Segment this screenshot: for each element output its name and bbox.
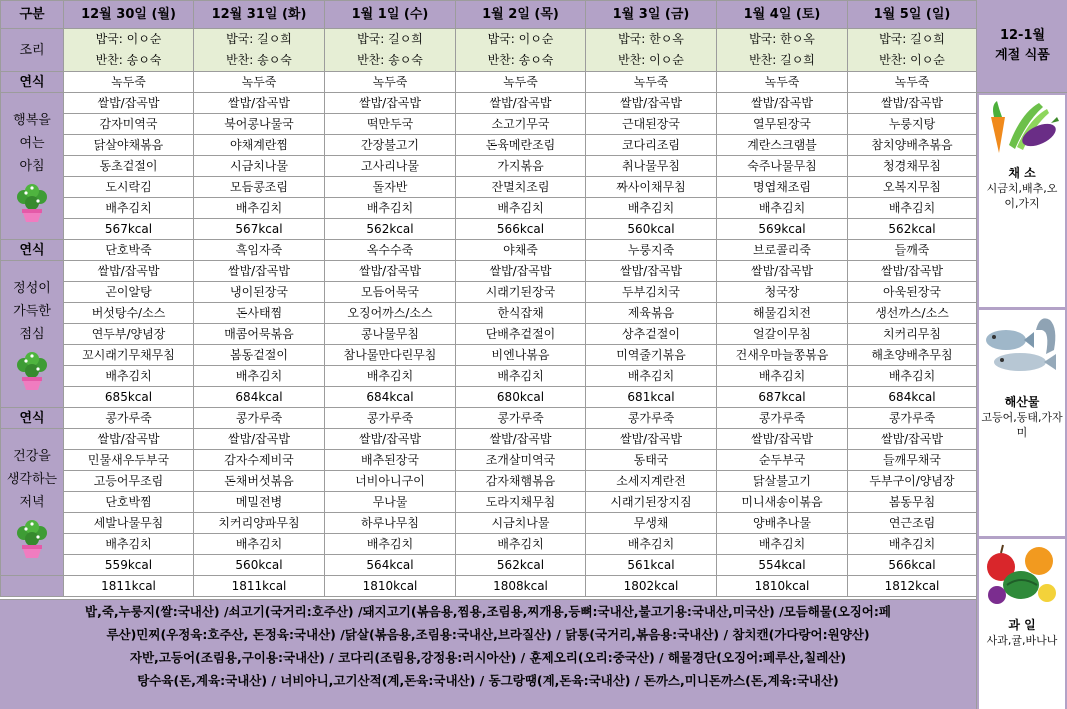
breakfast-snack-row xyxy=(1,72,977,93)
dinner-menu-row xyxy=(1,492,977,513)
menu-item: 한식잡채 xyxy=(456,303,586,324)
fruit-desc: 사과,귤,바나나 xyxy=(986,634,1058,647)
cook-label: 조리 xyxy=(1,29,64,72)
menu-item: 녹두죽 xyxy=(194,72,325,93)
cook-side: 반찬: 이ㅇ순 xyxy=(618,53,684,67)
kcal-value: 560kcal xyxy=(194,555,325,576)
breakfast-menu-row xyxy=(1,156,977,177)
menu-item: 녹두죽 xyxy=(456,72,586,93)
menu-item: 쌀밥/잡곡밥 xyxy=(456,429,586,450)
menu-item: 민물새우두부국 xyxy=(64,450,194,471)
cook-cell xyxy=(586,29,717,72)
cook-rice: 밥국: 길ㅇ희 xyxy=(357,32,423,46)
cook-cell xyxy=(64,29,194,72)
menu-item: 감자채햄볶음 xyxy=(456,471,586,492)
menu-item: 순두부국 xyxy=(717,450,848,471)
seasonal-title-line-1: 12-1월 xyxy=(999,28,1046,43)
menu-item: 배추김치 xyxy=(586,198,717,219)
menu-item: 명엽채조림 xyxy=(717,177,848,198)
menu-item: 오복지무침 xyxy=(848,177,977,198)
menu-item: 쌀밥/잡곡밥 xyxy=(586,93,717,114)
menu-item: 단호박찜 xyxy=(64,492,194,513)
seafood-panel xyxy=(979,310,1065,536)
cook-cell xyxy=(848,29,977,72)
total-kcal-value: 1810kcal xyxy=(717,576,848,597)
meal-label-line: 가득한 xyxy=(13,303,51,319)
day-header: 1월 3일 (금) xyxy=(586,1,717,29)
cook-row xyxy=(1,29,977,72)
menu-item: 계란스크램블 xyxy=(717,135,848,156)
menu-item: 배추김치 xyxy=(325,366,456,387)
menu-item: 참치양배추볶음 xyxy=(848,135,977,156)
menu-item: 잔멸치조림 xyxy=(456,177,586,198)
menu-item: 냉이된장국 xyxy=(194,282,325,303)
kcal-value: 685kcal xyxy=(64,387,194,408)
fruit-panel xyxy=(979,539,1065,709)
menu-item: 메밀전병 xyxy=(194,492,325,513)
menu-item: 배추김치 xyxy=(456,198,586,219)
seasonal-title xyxy=(977,0,1067,93)
kcal-value: 567kcal xyxy=(64,219,194,240)
menu-item: 배추김치 xyxy=(586,534,717,555)
menu-item: 돈채버섯볶음 xyxy=(194,471,325,492)
menu-item: 배추김치 xyxy=(586,366,717,387)
menu-item: 쌀밥/잡곡밥 xyxy=(64,429,194,450)
cook-cell xyxy=(194,29,325,72)
menu-item: 야채계란찜 xyxy=(194,135,325,156)
kcal-value: 566kcal xyxy=(848,555,977,576)
menu-item: 너비아니구이 xyxy=(325,471,456,492)
kcal-value: 561kcal xyxy=(586,555,717,576)
dinner-menu-row xyxy=(1,450,977,471)
menu-item: 녹두죽 xyxy=(717,72,848,93)
menu-item: 쌀밥/잡곡밥 xyxy=(64,93,194,114)
menu-item: 쌀밥/잡곡밥 xyxy=(456,261,586,282)
meal-label-line: 정성이 xyxy=(13,280,51,296)
menu-item: 코다리조림 xyxy=(586,135,717,156)
menu-item: 시래기된장지짐 xyxy=(586,492,717,513)
day-header: 12월 31일 (화) xyxy=(194,1,325,29)
menu-item: 모듬콩조림 xyxy=(194,177,325,198)
lunch-menu-row xyxy=(1,261,977,282)
lunch-menu-row xyxy=(1,282,977,303)
cook-rice: 밥국: 한ㅇ옥 xyxy=(618,32,684,46)
origin-line-1: 밥,죽,누룽지(쌀:국내산) /쇠고기(국거리:호주산) /돼지고기(볶음용,찜용,조림용,찌개용,등뼈:국내산,불고기용:국내산,미국산) /모듬해물(오징어:페 xyxy=(85,604,891,619)
menu-item: 가지볶음 xyxy=(456,156,586,177)
lunch-menu-row xyxy=(1,303,977,324)
breakfast-menu-row xyxy=(1,177,977,198)
menu-item: 꼬시래기무채무침 xyxy=(64,345,194,366)
menu-item: 근대된장국 xyxy=(586,114,717,135)
breakfast-kcal-row xyxy=(1,219,977,240)
menu-item: 쌀밥/잡곡밥 xyxy=(325,429,456,450)
menu-item: 쌀밥/잡곡밥 xyxy=(848,261,977,282)
menu-item: 배추김치 xyxy=(194,366,325,387)
menu-item: 녹두죽 xyxy=(325,72,456,93)
cook-side: 반찬: 길ㅇ희 xyxy=(749,53,815,67)
total-label-empty xyxy=(1,576,64,597)
menu-item: 상추겉절이 xyxy=(586,324,717,345)
menu-item: 봄동겉절이 xyxy=(194,345,325,366)
kcal-value: 680kcal xyxy=(456,387,586,408)
menu-item: 떡만두국 xyxy=(325,114,456,135)
total-kcal-row xyxy=(1,576,977,597)
menu-item: 도시락김 xyxy=(64,177,194,198)
cook-rice: 밥국: 이ㅇ순 xyxy=(487,32,554,46)
menu-item: 닭살야채볶음 xyxy=(64,135,194,156)
menu-item: 쌀밥/잡곡밥 xyxy=(848,429,977,450)
potted-plant-icon xyxy=(14,351,50,391)
menu-item: 콩가루죽 xyxy=(64,408,194,429)
menu-item: 돈육메란조림 xyxy=(456,135,586,156)
menu-item: 하루나무침 xyxy=(325,513,456,534)
menu-item: 청국장 xyxy=(717,282,848,303)
menu-item: 숙주나물무침 xyxy=(717,156,848,177)
menu-item: 청경채무침 xyxy=(848,156,977,177)
menu-item: 건새우마늘쫑볶음 xyxy=(717,345,848,366)
menu-item: 콩가루죽 xyxy=(456,408,586,429)
menu-item: 치커리양파무침 xyxy=(194,513,325,534)
menu-item: 콩가루죽 xyxy=(586,408,717,429)
menu-item: 녹두죽 xyxy=(64,72,194,93)
kcal-value: 562kcal xyxy=(325,219,456,240)
cook-cell xyxy=(717,29,848,72)
lunch-snack-row xyxy=(1,240,977,261)
menu-item: 쌀밥/잡곡밥 xyxy=(194,93,325,114)
seafood-name: 해산물 xyxy=(1004,395,1040,409)
menu-item: 소고기무국 xyxy=(456,114,586,135)
kcal-value: 567kcal xyxy=(194,219,325,240)
vegetable-name: 채 소 xyxy=(1008,166,1036,180)
day-header: 1월 2일 (목) xyxy=(456,1,586,29)
lunch-menu-row xyxy=(1,324,977,345)
menu-item: 돌자반 xyxy=(325,177,456,198)
lunch-label xyxy=(1,261,64,408)
kcal-value: 566kcal xyxy=(456,219,586,240)
menu-item: 쌀밥/잡곡밥 xyxy=(325,261,456,282)
menu-item: 쌀밥/잡곡밥 xyxy=(194,429,325,450)
total-kcal-value: 1808kcal xyxy=(456,576,586,597)
cook-side: 반찬: 송ㅇ숙 xyxy=(487,53,554,67)
dinner-menu-row xyxy=(1,429,977,450)
breakfast-menu-row xyxy=(1,114,977,135)
total-kcal-value: 1811kcal xyxy=(64,576,194,597)
breakfast-menu-row xyxy=(1,135,977,156)
kcal-value: 560kcal xyxy=(586,219,717,240)
kcal-value: 681kcal xyxy=(586,387,717,408)
kcal-value: 687kcal xyxy=(717,387,848,408)
menu-item: 간장불고기 xyxy=(325,135,456,156)
menu-item: 제육볶음 xyxy=(586,303,717,324)
menu-item: 미역줄기볶음 xyxy=(586,345,717,366)
menu-item: 연근조림 xyxy=(848,513,977,534)
vegetable-panel xyxy=(979,95,1065,307)
kcal-value: 564kcal xyxy=(325,555,456,576)
menu-item: 쌀밥/잡곡밥 xyxy=(586,261,717,282)
lunch-kcal-row xyxy=(1,387,977,408)
menu-item: 시금치나물 xyxy=(194,156,325,177)
menu-item: 배추김치 xyxy=(325,534,456,555)
menu-item: 북어콩나물국 xyxy=(194,114,325,135)
menu-item: 돈사태찜 xyxy=(194,303,325,324)
dinner-snack-label: 연식 xyxy=(1,408,64,429)
menu-item: 배추김치 xyxy=(64,366,194,387)
menu-item: 녹두죽 xyxy=(586,72,717,93)
vegetable-desc: 시금치,배추,오이,가지 xyxy=(986,182,1058,210)
menu-item: 무생채 xyxy=(586,513,717,534)
menu-item: 얼갈이무침 xyxy=(717,324,848,345)
menu-item: 쌀밥/잡곡밥 xyxy=(848,93,977,114)
vegetable-icon xyxy=(981,95,1063,155)
seafood-desc: 고등어,동태,가자미 xyxy=(981,411,1063,439)
total-kcal-value: 1802kcal xyxy=(586,576,717,597)
menu-item: 매콤어묵볶음 xyxy=(194,324,325,345)
seafood-icon xyxy=(980,310,1064,380)
header-corner-cell: 구분 xyxy=(1,1,64,29)
menu-item: 배추김치 xyxy=(194,198,325,219)
menu-item: 배추김치 xyxy=(848,198,977,219)
origin-line-2: 루산)민찌(우정육:호주산, 돈정육:국내산) /닭살(볶음용,조림용:국내산,브라질산) / 닭통(국거리,볶음용:국내산) / 참치캔(가다랑어:원양산) xyxy=(106,627,870,642)
menu-item: 누룽지탕 xyxy=(848,114,977,135)
cook-cell xyxy=(325,29,456,72)
menu-item: 조개살미역국 xyxy=(456,450,586,471)
potted-plant-icon xyxy=(14,519,50,559)
breakfast-menu-row xyxy=(1,198,977,219)
cook-side: 반찬: 송ㅇ숙 xyxy=(357,53,423,67)
menu-item: 봄동무침 xyxy=(848,492,977,513)
menu-item: 콩가루죽 xyxy=(194,408,325,429)
menu-item: 감자미역국 xyxy=(64,114,194,135)
menu-item: 두부구이/양념장 xyxy=(848,471,977,492)
kcal-value: 562kcal xyxy=(456,555,586,576)
menu-item: 녹두죽 xyxy=(848,72,977,93)
total-kcal-value: 1811kcal xyxy=(194,576,325,597)
menu-item: 짜사이채무침 xyxy=(586,177,717,198)
origin-notice xyxy=(0,599,976,709)
menu-item: 단호박죽 xyxy=(64,240,194,261)
menu-item: 두부김치국 xyxy=(586,282,717,303)
menu-item: 취나물무침 xyxy=(586,156,717,177)
kcal-value: 569kcal xyxy=(717,219,848,240)
menu-item: 야채죽 xyxy=(456,240,586,261)
cook-rice: 밥국: 한ㅇ옥 xyxy=(749,32,815,46)
day-header: 1월 4일 (토) xyxy=(717,1,848,29)
menu-item: 콩나물무침 xyxy=(325,324,456,345)
total-kcal-value: 1810kcal xyxy=(325,576,456,597)
dinner-snack-row xyxy=(1,408,977,429)
menu-item: 배추된장국 xyxy=(325,450,456,471)
menu-item: 미니새송이볶음 xyxy=(717,492,848,513)
kcal-value: 554kcal xyxy=(717,555,848,576)
meal-label-line: 여는 xyxy=(19,135,45,151)
dinner-menu-row xyxy=(1,534,977,555)
menu-item: 콩가루죽 xyxy=(848,408,977,429)
kcal-value: 684kcal xyxy=(325,387,456,408)
menu-item: 시래기된장국 xyxy=(456,282,586,303)
meal-label-line: 건강을 xyxy=(13,448,51,464)
meal-label-line: 저녁 xyxy=(19,494,45,510)
menu-item: 참나물만다린무침 xyxy=(325,345,456,366)
menu-item: 쌀밥/잡곡밥 xyxy=(717,261,848,282)
menu-item: 아욱된장국 xyxy=(848,282,977,303)
meal-label-line: 점심 xyxy=(19,326,45,342)
day-header: 1월 5일 (일) xyxy=(848,1,977,29)
menu-item: 쌀밥/잡곡밥 xyxy=(717,93,848,114)
menu-item: 배추김치 xyxy=(194,534,325,555)
menu-item: 감자수제비국 xyxy=(194,450,325,471)
menu-item: 배추김치 xyxy=(456,534,586,555)
cook-side: 반찬: 송ㅇ숙 xyxy=(95,53,162,67)
kcal-value: 684kcal xyxy=(194,387,325,408)
menu-item: 모듬어묵국 xyxy=(325,282,456,303)
fruit-icon xyxy=(981,539,1063,609)
breakfast-label xyxy=(1,93,64,240)
seasonal-food-panel xyxy=(976,0,1067,709)
breakfast-menu-row xyxy=(1,93,977,114)
menu-item: 흑임자죽 xyxy=(194,240,325,261)
dinner-menu-row xyxy=(1,471,977,492)
menu-item: 쌀밥/잡곡밥 xyxy=(64,261,194,282)
menu-item: 곤이알탕 xyxy=(64,282,194,303)
menu-item: 오징어까스/소스 xyxy=(325,303,456,324)
header-row xyxy=(1,1,977,29)
menu-item: 고등어무조림 xyxy=(64,471,194,492)
kcal-value: 562kcal xyxy=(848,219,977,240)
menu-item: 치커리무침 xyxy=(848,324,977,345)
origin-line-4: 탕수육(돈,계육:국내산) / 너비아니,고기산적(계,돈육:국내산) / 동그랑땡(계,돈육:국내산) / 돈까스,미니돈까스(돈,계육:국내산) xyxy=(137,673,839,688)
menu-item: 단배추겉절이 xyxy=(456,324,586,345)
lunch-snack-label: 연식 xyxy=(1,240,64,261)
menu-item: 무나물 xyxy=(325,492,456,513)
menu-item: 브로콜리죽 xyxy=(717,240,848,261)
menu-item: 양배추나물 xyxy=(717,513,848,534)
menu-item: 소세지계란전 xyxy=(586,471,717,492)
menu-item: 쌀밥/잡곡밥 xyxy=(717,429,848,450)
menu-item: 누룽지죽 xyxy=(586,240,717,261)
fruit-name: 과 일 xyxy=(1008,618,1036,632)
cook-cell xyxy=(456,29,586,72)
menu-item: 쌀밥/잡곡밥 xyxy=(586,429,717,450)
menu-item: 콩가루죽 xyxy=(325,408,456,429)
total-kcal-value: 1812kcal xyxy=(848,576,977,597)
meal-label-line: 행복을 xyxy=(13,112,51,128)
menu-item: 배추김치 xyxy=(717,198,848,219)
menu-item: 들깨죽 xyxy=(848,240,977,261)
menu-item: 배추김치 xyxy=(717,534,848,555)
cook-rice: 밥국: 이ㅇ순 xyxy=(95,32,162,46)
lunch-menu-row xyxy=(1,366,977,387)
menu-item: 들깨무채국 xyxy=(848,450,977,471)
menu-item: 버섯탕수/소스 xyxy=(64,303,194,324)
seasonal-title-line-2: 계절 식품 xyxy=(995,48,1050,63)
kcal-value: 559kcal xyxy=(64,555,194,576)
potted-plant-icon xyxy=(14,183,50,223)
cook-rice: 밥국: 길ㅇ희 xyxy=(226,32,292,46)
menu-item: 고사리나물 xyxy=(325,156,456,177)
meal-label-line: 아침 xyxy=(19,158,45,174)
menu-item: 시금치나물 xyxy=(456,513,586,534)
menu-item: 열무된장국 xyxy=(717,114,848,135)
menu-item: 배추김치 xyxy=(64,534,194,555)
menu-item: 쌀밥/잡곡밥 xyxy=(194,261,325,282)
menu-item: 도라지채무침 xyxy=(456,492,586,513)
menu-item: 배추김치 xyxy=(848,366,977,387)
day-header: 12월 30일 (월) xyxy=(64,1,194,29)
menu-item: 배추김치 xyxy=(717,366,848,387)
menu-item: 연두부/양념장 xyxy=(64,324,194,345)
origin-line-3: 자반,고등어(조림용,구이용:국내산) / 코다리(조림용,강정용:러시아산) / 훈제오리(오리:중국산) / 해물경단(오징어:페루산,칠레산) xyxy=(129,650,847,665)
menu-item: 해물김치전 xyxy=(717,303,848,324)
breakfast-snack-label: 연식 xyxy=(1,72,64,93)
meal-label-line: 생각하는 xyxy=(6,471,58,487)
cook-side: 반찬: 송ㅇ숙 xyxy=(226,53,292,67)
menu-item: 비엔나볶음 xyxy=(456,345,586,366)
lunch-menu-row xyxy=(1,345,977,366)
dinner-kcal-row xyxy=(1,555,977,576)
cook-rice: 밥국: 길ㅇ희 xyxy=(879,32,945,46)
menu-item: 옥수수죽 xyxy=(325,240,456,261)
menu-item: 배추김치 xyxy=(325,198,456,219)
menu-item: 배추김치 xyxy=(456,366,586,387)
menu-item: 동초겉절이 xyxy=(64,156,194,177)
menu-item: 세발나물무침 xyxy=(64,513,194,534)
menu-item: 쌀밥/잡곡밥 xyxy=(456,93,586,114)
dinner-menu-row xyxy=(1,513,977,534)
menu-item: 쌀밥/잡곡밥 xyxy=(325,93,456,114)
day-header: 1월 1일 (수) xyxy=(325,1,456,29)
menu-item: 생선까스/소스 xyxy=(848,303,977,324)
menu-item: 콩가루죽 xyxy=(717,408,848,429)
menu-item: 해초양배추무침 xyxy=(848,345,977,366)
dinner-label xyxy=(1,429,64,576)
menu-item: 배추김치 xyxy=(64,198,194,219)
menu-item: 동태국 xyxy=(586,450,717,471)
menu-item: 배추김치 xyxy=(848,534,977,555)
menu-item: 닭살불고기 xyxy=(717,471,848,492)
cook-side: 반찬: 이ㅇ순 xyxy=(879,53,945,67)
kcal-value: 684kcal xyxy=(848,387,977,408)
